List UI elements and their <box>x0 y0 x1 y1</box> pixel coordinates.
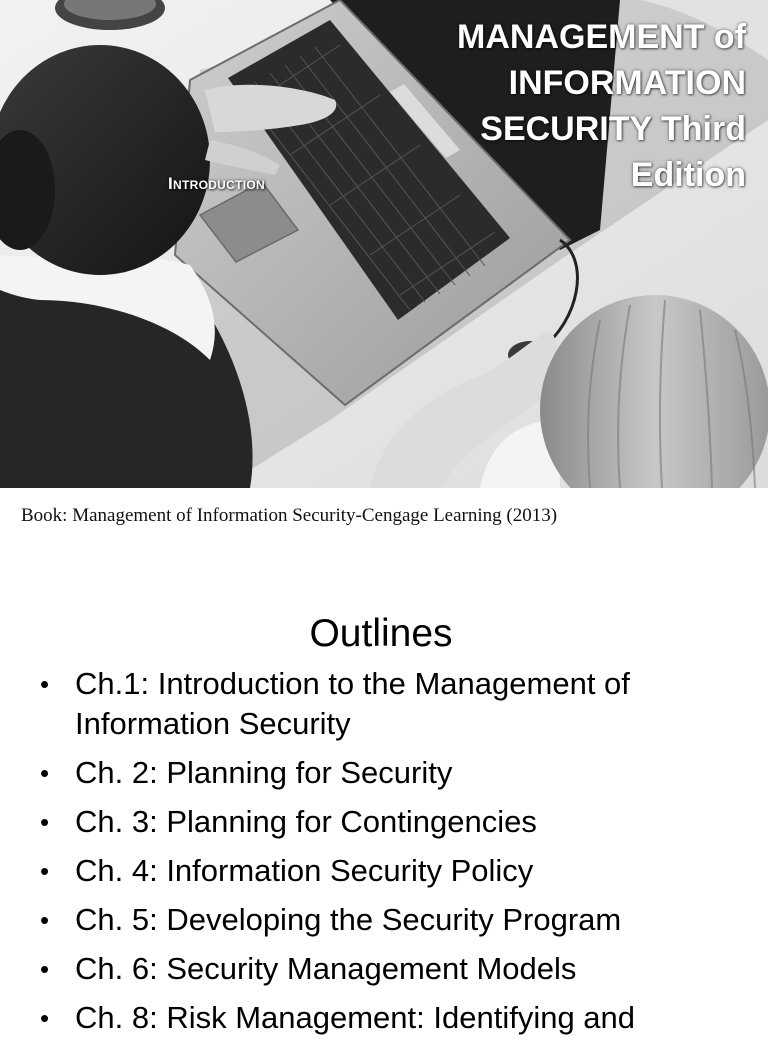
list-item-text: Ch. 3: Planning for Contingencies <box>75 804 537 839</box>
list-item <box>38 753 728 793</box>
bullet-icon: • <box>40 1003 50 1033</box>
bullet-icon: • <box>40 758 50 788</box>
list-item-text: Ch. 5: Developing the Security Program <box>75 902 622 937</box>
bullet-icon: • <box>40 807 50 837</box>
list-item <box>38 900 728 940</box>
outlines-heading: Outlines <box>309 612 453 655</box>
cover-photo <box>0 0 768 488</box>
list-item <box>38 851 728 891</box>
book-caption: Book: Management of Information Security-Cengage Learning (2013) <box>21 505 558 526</box>
list-item-text: Ch. 6: Security Management Models <box>75 951 577 986</box>
bullet-icon: • <box>40 669 50 699</box>
list-item-text: Ch. 8: Risk Management: Identifying and <box>75 1000 636 1035</box>
list-item <box>38 998 728 1038</box>
list-item-text: Ch.1: Introduction to the Management of Information Security <box>75 666 630 741</box>
list-item-text: Ch. 4: Information Security Policy <box>75 853 534 888</box>
list-item-text: Ch. 2: Planning for Security <box>75 755 453 790</box>
bullet-icon: • <box>40 954 50 984</box>
list-item <box>38 949 728 989</box>
list-item <box>38 802 728 842</box>
bullet-icon: • <box>40 856 50 886</box>
bullet-icon: • <box>40 905 50 935</box>
hero-subtitle: Introduction <box>168 174 265 193</box>
outline-list <box>38 664 728 1047</box>
book-title: MANAGEMENT of INFORMATION SECURITY Third Edition <box>457 18 746 194</box>
list-item <box>38 664 728 744</box>
